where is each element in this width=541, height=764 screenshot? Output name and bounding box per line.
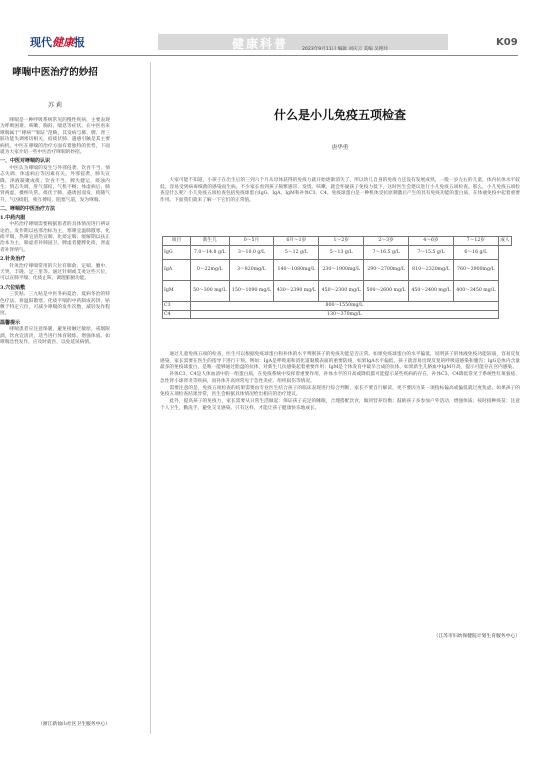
- masthead-suffix: 报: [74, 36, 85, 49]
- left-subheading: 1.中药内服: [0, 214, 26, 221]
- left-heading: 一、中医对哮喘的认识: [0, 158, 51, 165]
- left-article-body: [0, 118, 110, 347]
- table-cell: 7～15.5 g/L: [409, 246, 454, 260]
- right-article-credit: （江苏市妇幼保健院计划生育服务中心）: [433, 634, 520, 639]
- row-label: IgM: [163, 281, 191, 302]
- left-paragraph: 中医认为哮喘的发生与外邪侵袭、饮食不当、情志失调、体虚病后等因素有关。外邪侵袭，肺失宣降，津液凝聚成痰；饮食不当，脾失健运，痰浊内生；情志失调，肝气郁结，气机不畅；体虚病后，肺肾两虚，摄纳失常。痰伏于肺，遇诱因而发，痰随气升，气因痰阻，相互搏结，阻塞气道，发为哮喘。: [0, 165, 110, 203]
- masthead-brand: 健康: [52, 36, 74, 49]
- table-row: [163, 260, 512, 281]
- row-label: IgA: [163, 260, 191, 281]
- table-cell: 400～3450 mg/L: [453, 281, 498, 302]
- table-header: 1～2岁: [319, 237, 364, 246]
- table-row: [163, 310, 512, 319]
- table-header: 成人: [498, 237, 511, 246]
- left-paragraph: 三伏贴、三九贴是中医冬病夏治、夏病冬治的特色疗法，将温阳散寒、化痰平喘的中药制成药饼，贴敷于特定穴位，可减少哮喘的发作次数，减轻发作程度。: [0, 292, 110, 317]
- right-paragraph: 补体C3、C4是人体血清中的一组蛋白质，在免疫系统中发挥着重要作用，补体水平的升高或降低都可能提示某些疾病的存在，补体C3、C4降低常见于系统性红斑狼疮、急性肾小球肾炎等疾病，而补体升高则常见于急性炎症、组织损伤等情况。: [160, 372, 520, 384]
- right-article-body: [160, 352, 520, 413]
- table-cell: 500～2600 mg/L: [364, 281, 409, 302]
- right-paragraph: 此外，提高孩子的免疫力，家长需要从日常生活做起：保证孩子充足的睡眠，合理搭配饮食，做到营养均衡；鼓励孩子多参加户外活动，增强体质；按时接种疫苗；注意个人卫生，勤洗手，避免交叉感染。只有这样，才能让孩子健康快乐地成长。: [160, 399, 520, 411]
- header-rule: [28, 55, 518, 56]
- table-header: 4～6岁: [409, 237, 454, 246]
- table-header: 新生儿: [191, 237, 230, 246]
- left-heading: 二、哮喘的中医治疗方法: [0, 206, 56, 213]
- right-article-author: 唐华勇: [331, 145, 349, 151]
- table-row: [163, 302, 512, 311]
- left-subheading: 3.穴位贴敷: [0, 284, 26, 291]
- table-cell: 0～22mg/L: [191, 260, 230, 281]
- immunoglobulin-table: [162, 236, 512, 319]
- table-cell: 760～3900mg/L: [453, 260, 498, 281]
- table-header: 0～5月: [229, 237, 274, 246]
- table-header: 7～12岁: [453, 237, 498, 246]
- table-header: 项目: [163, 237, 191, 246]
- right-paragraph: 通过儿童免疫五项的检查，医生可以根据免疫球蛋白和补体的水平判断孩子的免疫功能是否正常。如果免疫球蛋白的水平偏低，说明孩子的体液免疫功能较弱，容易反复感染，家长需要在医生的指导下进行干预。例如：IgA是呼吸道和消化道黏膜表面的重要防线，如果IgA水平偏低，孩子就容易出现反复的呼吸道感染和腹泻；IgG是体内含量最多的免疫球蛋白，是唯一能够通过胎盘的抗体，对新生儿抗感染起着重要作用；IgM是个体发育中最早合成的抗体，如果新生儿脐血中IgM升高，提示可能存在宫内感染。: [160, 352, 520, 370]
- issue-info: 2023年9月11日 编辑 刘庆云 美编 吴艳玲: [302, 47, 389, 52]
- table-header: 6月～1岁: [274, 237, 319, 246]
- table-header-row: [163, 237, 512, 246]
- left-article-title: 哮喘中医治疗的妙招: [12, 67, 98, 78]
- left-paragraph: 哮喘患者应注意保暖，避免接触过敏原，戒烟限酒，饮食宜清淡，适当进行体育锻炼，增强体质。如哮喘急性发作，应及时就医，以免延误病情。: [0, 327, 110, 345]
- table-cell: 7～16.5 g/L: [364, 246, 409, 260]
- table-cell: 140～1080mg/L: [274, 260, 319, 281]
- table-cell: 290～2700mg/L: [364, 260, 409, 281]
- left-paragraph: 哮喘是一种呼吸系统常见的慢性疾病，主要表现为呼吸困难、咳嗽、胸闷、喘息等症状。在中医看来哮喘属于“哮病”“喘证”范畴，其发病与肺、脾、肾三脏功能失调密切相关，宿痰伏肺、遇感引触是其主要病机。中医在哮喘的治疗方面有着独特的优势，下面就为大家介绍一些中医治疗哮喘的妙招。: [0, 118, 110, 156]
- table-cell: 430～2390 mg/L: [274, 281, 319, 302]
- table-cell: 450～2400 mg/L: [409, 281, 454, 302]
- section-title: 健康科普: [232, 37, 289, 51]
- table-cell: 150～1090 mg/L: [229, 281, 274, 302]
- table-cell: 6～16 g/L: [453, 246, 498, 260]
- table-cell: 800～1550mg/L: [191, 302, 499, 311]
- masthead-prefix: 现代: [30, 36, 52, 49]
- intro-paragraph: 大家可能不知道，小孩子在出生后的三到六个月从母体获得的免疫力就开始逐渐消失了，所以幼儿自身的免疫力还没有发展成熟，一般一岁左右的儿童，体内抗体水平较低，容易受到病毒细菌的感染而生病。不少家长看到孩子频繁感冒、发烧、咳嗽，就会怀疑孩子免疫力低下，这时医生会建议进行小儿免疫五项检查。那么，小儿免疫五项检查是什么呢？小儿免疫五项检查包括免疫球蛋白IgG、IgA、IgM和补体C3、C4。免疫球蛋白是一种机体受抗原刺激后产生的具有免疫功能的蛋白质，在体液免疫中起着重要作用。下面我们就来了解一下它们的正常值。: [160, 178, 520, 203]
- table-cell: 50～300 mg/L: [191, 281, 230, 302]
- table-cell: 3～820mg/L: [229, 260, 274, 281]
- table-cell: 7.0～14.8 g/L: [191, 246, 230, 260]
- table-cell: 130～370mg/L: [191, 310, 499, 319]
- right-article-intro: [160, 178, 520, 204]
- left-heading: 温馨提示: [0, 319, 21, 326]
- table-cell: 3～10.0 g/L: [229, 246, 274, 260]
- row-label: C4: [163, 310, 191, 319]
- row-label: C3: [163, 302, 191, 311]
- left-subheading: 2.针灸治疗: [0, 256, 26, 263]
- left-article-author: 苏 莉: [48, 102, 62, 109]
- left-paragraph: 中药治疗哮喘需要根据患者的具体情况进行辨证论治。发作期以祛邪治标为主，寒哮宜温肺散寒、化痰平喘，热哮宜清热宣肺、化痰定喘；缓解期以扶正治本为主，肺虚者补肺固卫，脾虚者健脾化痰，肾虚者补肾纳气。: [0, 222, 110, 253]
- table-cell: 230～1900mg/L: [319, 260, 364, 281]
- table-row: [163, 246, 512, 260]
- left-article-credit: （浙江新仙山社区卫生服务中心）: [38, 722, 110, 727]
- left-paragraph: 针灸治疗哮喘常用的穴位有肺俞、定喘、膻中、天突、丰隆、足三里等。通过针刺或艾灸这些穴位，可以宣肺平喘、化痰止咳、调理脏腑功能。: [0, 263, 110, 282]
- table-cell: 5～13 g/L: [319, 246, 364, 260]
- table-cell: 5～12 g/L: [274, 246, 319, 260]
- page-number: K09: [496, 37, 518, 48]
- column-divider: [150, 62, 151, 734]
- row-label: IgG: [163, 246, 191, 260]
- right-article-title: 什么是小儿免疫五项检查: [273, 108, 406, 122]
- table-row: [163, 281, 512, 302]
- right-paragraph: 需要注意的是，免疫五项检查的结果需要由专业医生结合孩子的临床表现进行综合判断，家长不要自行解读，更不要因为某一项指标偏高或偏低就过度焦虑。如果孩子的免疫五项检查结果异常，医生会根据具体情况给出相应的治疗建议。: [160, 385, 520, 397]
- table-cell: 810～2320mg/L: [409, 260, 454, 281]
- table-cell: 450～2300 mg/L: [319, 281, 364, 302]
- table-header: 2～3岁: [364, 237, 409, 246]
- masthead-logo: [30, 34, 85, 50]
